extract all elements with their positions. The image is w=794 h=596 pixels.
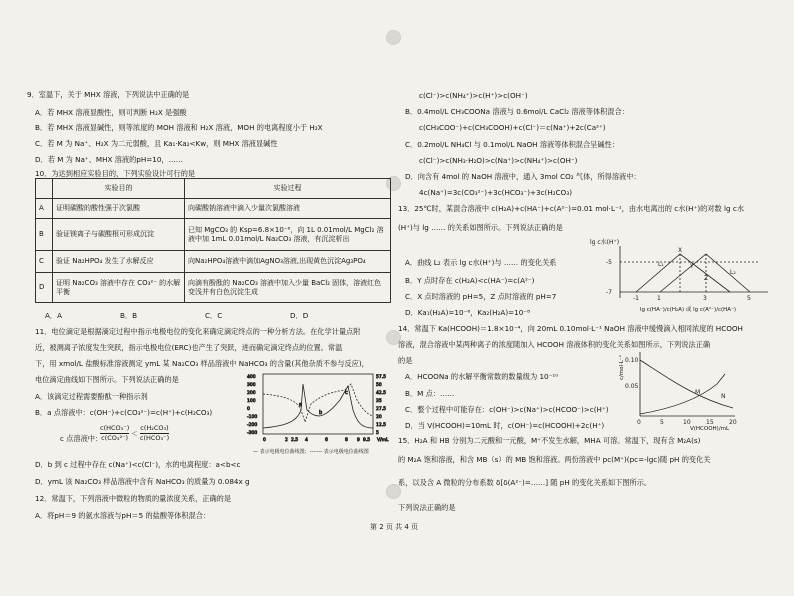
q12-stem: 12．常温下，下列溶液中微粒的物质的量浓度关系，正确的是	[35, 494, 232, 503]
q15-line-1: 15．H₂A 和 HB 分别为二元酸和一元酸，M⁺不发生水解，MHA 可溶。常温下，现有含 M₂A(s)	[398, 436, 701, 445]
q12-option-c: C．0.2mol/L NH₄Cl 与 0.1mol/L NaOH 溶液等体积混合呈碱性：	[405, 140, 619, 149]
y-tick-label-right: 27.5	[376, 407, 387, 412]
experiment-table	[35, 178, 391, 303]
q12-option-b: B．0.4mol/L CH₃COONa 溶液与 0.6mol/L CaCl₂ 溶液等体积混合：	[405, 107, 629, 116]
x-tick-label: 9.5	[363, 438, 371, 443]
q11-option-c: c 点溶液中：	[60, 434, 103, 443]
q9-option-c: C．若 M 为 Na⁺、H₂X 为二元弱酸，且 Ka₁·Ka₂<Kw，则 MHX 溶液显碱性	[35, 139, 278, 148]
q15-line-4: 下列说法正确的是	[398, 503, 456, 512]
q10-option-c: C．C	[205, 311, 223, 320]
q14-option-c: C．整个过程中可能存在：c(OH⁻)>c(Na⁺)>c(HCOO⁻)>c(H⁺)	[405, 405, 609, 414]
curve-increasing	[640, 374, 725, 414]
y-tick-label-left: 100	[247, 399, 256, 404]
y-tick-label-right: 42.5	[376, 391, 387, 396]
y-tick-label-right: 57.5	[376, 375, 387, 380]
point-label: N	[721, 393, 726, 400]
q11-option-b: B．a 点溶液中：c(OH⁻)+c(CO₃²⁻)=c(H⁺)+c(H₂CO₃)	[35, 408, 213, 417]
q11-legend: — 表示电极电位曲线图；------- 表示电极电位曲线图	[253, 449, 369, 455]
y-tick-label-left: 0	[247, 407, 250, 412]
potential-curve	[263, 384, 373, 428]
y-tick-label-left: 200	[247, 391, 256, 396]
plot-frame	[263, 374, 373, 434]
y-tick-label: -7	[606, 289, 612, 296]
y-tick-label-left: -100	[247, 415, 258, 420]
table-row: A 证明碳酸的酸性强于次氯酸 向碳酸钠溶液中滴入少量次氯酸溶液	[36, 199, 391, 219]
y-tick-label-left: 300	[247, 383, 256, 388]
point-label: Y	[690, 263, 694, 270]
q13-line-2: (H⁺)与 lg …… 的关系如图所示。下列说法正确的是	[398, 223, 563, 232]
table-row: B 验证镁离子与碳酸根可形成沉淀 已知 MgCO₃ 的 Ksp=6.8×10⁻⁶，向 1L 0.01mol/L MgCl₂ 溶液中加 1mL 0.01mol/L Na₂CO₃ 溶液，有沉淀析出	[36, 219, 391, 251]
q13-option-d: D．Ka₁(H₂A)=10⁻⁶，Ka₂(H₂A)=10⁻⁸	[405, 308, 530, 317]
x-tick-label: 3	[703, 295, 707, 302]
x-tick-label: 9	[357, 438, 360, 443]
x-tick-label: 5	[660, 419, 664, 426]
q13-option-a: A．曲线 L₂ 表示 lg c水(H⁺)与 …… 的变化关系	[405, 258, 557, 267]
q11-fraction: c(HCO₃⁻) c(CO₃²⁻) ＜ c(H₂CO₃) c(HCO₃⁻)	[100, 424, 170, 442]
q10-option-d: D．D	[290, 311, 309, 320]
table-row: D 证明 Na₂CO₃ 溶液中存在 CO₃²⁻ 的水解平衡 向滴有酚酞的 Na₂CO₃ 溶液中加入少量 BaCl₂ 固体，溶液红色变浅并有白色沉淀生成	[36, 273, 391, 303]
curve-decreasing	[640, 360, 733, 408]
x-tick-label: 5	[747, 295, 751, 302]
q10-stem: 10．为达到相应实验目的，下列实验设计可行的是	[35, 169, 196, 178]
y-tick-label-right: 35	[376, 399, 382, 404]
x-unit-label: V/mL	[377, 438, 389, 443]
q12-option-c-relation: c(Cl⁻)>c(NH₃·H₂O)>c(Na⁺)>c(NH₄⁺)>c(OH⁻)	[419, 156, 578, 165]
y-tick-label-right: 5	[376, 431, 379, 436]
series-label: L₁	[658, 261, 664, 268]
q13-option-c: C．X 点时溶液的 pH=5，Z 点时溶液的 pH=7	[405, 292, 557, 301]
q13-x-label: lg c(HA⁻)/c(H₂A) 或 lg c(A²⁻)/c(HA⁻)	[640, 307, 737, 313]
x-tick-label: 2	[285, 438, 288, 443]
x-tick-label: 1	[657, 295, 661, 302]
y-tick-label-right: 50	[376, 383, 382, 388]
x-tick-label: 0	[637, 419, 641, 426]
q11-line-1: 11．电位滴定是根据滴定过程中指示电极电位的变化来确定滴定终点的一种分析方法。在化学计量点附	[35, 327, 361, 336]
y-tick-label: 0.10	[625, 357, 639, 364]
q12-option-d-relation: 4c(Na⁺)=3c(CO₃²⁻)+3c(HCO₃⁻)+3c(H₂CO₃)	[419, 188, 573, 197]
q12-option-a-relation: c(Cl⁻)>c(NH₄⁺)>c(H⁺)>c(OH⁻)	[419, 91, 528, 100]
q9-option-d: D．若 M 为 Na⁺、MHX 溶液的pH=10，……	[35, 155, 183, 164]
q10-option-b: B．B	[120, 311, 138, 320]
q12-option-b-relation: c(CH₃COO⁻)+c(CH₃COOH)+c(Cl⁻)＝c(Na⁺)+2c(Ca²⁺)	[419, 123, 606, 132]
y-tick-label-left: -300	[247, 431, 258, 436]
q15-line-3: 系，以及含 A 微粒的分布系数 δ[δ(A²⁻)=……] 随 pH 的变化关系如下图所示。	[398, 478, 652, 487]
point-label: a	[299, 402, 303, 408]
table-header-goal: 实验目的	[53, 179, 185, 199]
y-tick-label-left: 400	[247, 375, 256, 380]
q14-y-label: c/mol·L⁻¹	[619, 354, 625, 380]
q13-figure	[600, 244, 775, 306]
q11-option-e: D．ymL 该 Na₂CO₃ 样品溶液中含有 NaHCO₃ 的质量为 0.084x g	[35, 477, 250, 486]
q14-line-2: 溶液，混合溶液中某两种离子的浓度随加入 HCOOH 溶液体积的变化关系如图所示，下列说法正确	[398, 340, 711, 349]
series-label: L₂	[730, 269, 736, 276]
q15-line-2: 的 M₂A 饱和溶液，和含 MB（s）的 MB 饱和溶液。两份溶液中 pc(M⁺)(pc=-lgc)随 pH 的变化关	[398, 455, 711, 464]
q9-option-a: A．若 MHX 溶液显酸性，则可判断 H₂X 是强酸	[35, 108, 187, 117]
q9-option-b: B．若 MHX 溶液显碱性，则等浓度的 MOH 溶液和 H₂X 溶液，MOH 的电离程度小于 H₂X	[35, 123, 323, 132]
x-tick-label: 8	[345, 438, 348, 443]
q14-line-3: 的是	[398, 356, 413, 365]
y-tick-label: -5	[606, 259, 612, 266]
q13-line-1: 13．25℃时，某混合溶液中 c(H₂A)+c(HA⁻)+c(A²⁻)=0.01 mol·L⁻¹，由水电离出的 c水(H⁺)的对数 lg c水	[398, 204, 745, 213]
table-header-procedure: 实验过程	[185, 179, 391, 199]
y-tick-label-right: 12.5	[376, 423, 387, 428]
x-tick-label: 0	[263, 438, 266, 443]
q11-line-4: 电位滴定曲线如下图所示。下列说法正确的是	[35, 375, 179, 384]
q14-option-a: A．HCOONa 的水解平衡常数的数量级为 10⁻¹⁰	[405, 372, 559, 381]
point-label: X	[678, 247, 683, 254]
point-label: M	[695, 389, 701, 396]
x-tick-label: 4	[305, 438, 308, 443]
q13-option-b: B．Y 点时存在 c(H₂A)<c(HA⁻)=c(A²⁻)	[405, 276, 535, 285]
q14-figure	[625, 348, 775, 428]
point-label: Z	[704, 275, 709, 282]
x-tick-label: 6	[325, 438, 328, 443]
point-label: c	[345, 390, 348, 396]
q11-line-3: 下，用 xmol/L 盐酸标准溶液测定 ymL 某 Na₂CO₃ 样品溶液中 NaHCO₃ 的含量(其他杂质不参与反应)，	[35, 359, 369, 368]
q14-option-d: D．当 V(HCOOH)=10mL 时，c(OH⁻)=c(HCOOH)+2c(H⁺)	[405, 421, 605, 430]
y-tick-label: 0.05	[625, 383, 639, 390]
point-label: b	[319, 410, 323, 416]
q14-x-label: V(HCOOH)/mL	[690, 426, 730, 432]
x-tick-label: -1	[633, 295, 639, 302]
q11-option-d: D．b 到 c 过程中存在 c(Na⁺)<c(Cl⁻)，水的电离程度：a<b<c	[35, 460, 241, 469]
table-row: C 验证 Na₂HPO₄ 发生了水解反应 向Na₂HPO₄溶液中滴加AgNO₃溶液,出现黄色沉淀Ag₃PO₄	[36, 251, 391, 273]
q14-line-1: 14．常温下 Ka(HCOOH)＝1.8×10⁻⁴，向 20mL 0.10mol·L⁻¹ NaOH 溶液中缓慢滴入相同浓度的 HCOOH	[398, 324, 743, 333]
q10-option-a: A．A	[45, 311, 63, 320]
x-tick-label: 20	[729, 419, 737, 426]
q11-option-a: A．该滴定过程需要酚酞一种指示剂	[35, 392, 148, 401]
q12-option-a: A．将pH＝9 的氨水溶液与pH＝5 的盐酸等体积混合：	[35, 511, 211, 520]
q11-titration-figure	[245, 370, 395, 448]
y-tick-label-left: -200	[247, 423, 258, 428]
q13-y-label: lg c水(H⁺)	[590, 239, 620, 246]
q11-line-2: 近，被测离子浓度发生突跃，指示电极电位(ERC)也产生了突跃，进而确定滴定终点的位置。常温	[35, 343, 343, 352]
page-footer: 第 2 页 共 4 页	[370, 523, 419, 531]
y-tick-label-right: 20	[376, 415, 382, 420]
q9-stem: 9．室温下，关于 MHX 溶液，下列说法中正确的是	[27, 90, 190, 99]
q14-option-b: B．M 点：……	[405, 389, 455, 398]
x-tick-label: 2.5	[291, 438, 299, 443]
x-tick-label: 10	[683, 419, 691, 426]
x-tick-label: 15	[706, 419, 714, 426]
q12-option-d: D．向含有 4mol 的 NaOH 溶液中，通入 3mol CO₂ 气体，所得溶液中：	[405, 172, 641, 181]
